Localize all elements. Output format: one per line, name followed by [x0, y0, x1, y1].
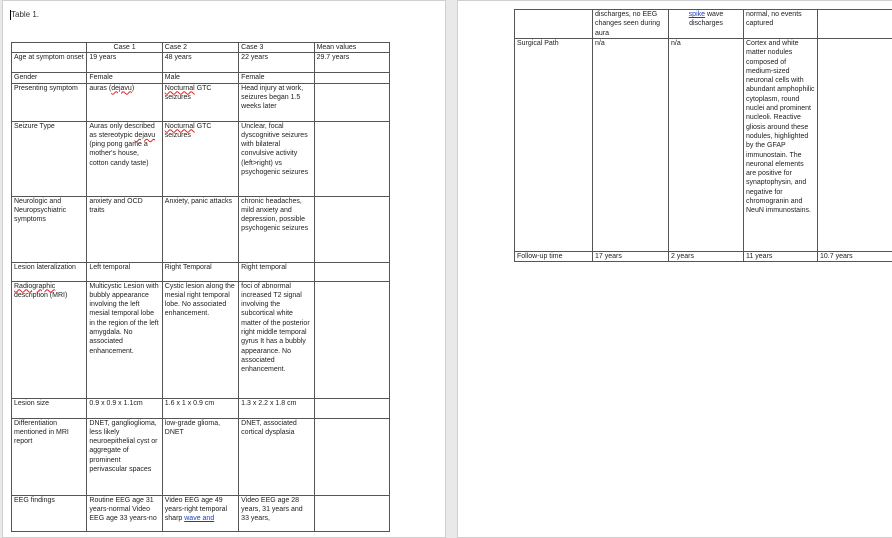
- case-2-cell: Anxiety, panic attacks: [162, 196, 238, 262]
- mean-cell: [314, 73, 389, 83]
- table-row: [12, 83, 390, 121]
- case-1-cell: DNET, ganglioglioma, less likely neuroepithelial cyst or aggregate of prominent perivascular spaces: [87, 418, 162, 495]
- case-1-cell: 19 years: [87, 53, 162, 73]
- case-2-cell: [162, 83, 238, 121]
- case-3-cell: Right temporal: [239, 262, 314, 281]
- case-1-cell: [87, 121, 162, 196]
- row-label: Follow-up time: [515, 252, 593, 262]
- case-2-cell: [669, 10, 744, 39]
- row-label: [12, 281, 87, 398]
- case-1-cell: [87, 83, 162, 121]
- case-2-cell: Male: [162, 73, 238, 83]
- case-3-cell: Cortex and white matter nodules composed of medium-sized neuronal cells with abundant amphophilic cytoplasm, round nuclei and prominent nucleoli. Reactive gliosis around these nodules, highlighted by the GFAP immunostain. The neuronal elements are positive for synaptophysin, and negative for chromogranin and NeuN immunostains.: [744, 39, 818, 252]
- case-table: [11, 42, 390, 532]
- mean-cell: 10.7 years: [818, 252, 892, 262]
- row-label: Presenting symptom: [12, 83, 87, 121]
- table-caption: Table 1.: [11, 10, 40, 19]
- row-label: Lesion lateralization: [12, 262, 87, 281]
- mean-cell: 29.7 years: [314, 53, 389, 73]
- case-3-cell: Head injury at work, seizures began 1.5 weeks later: [239, 83, 314, 121]
- case-2-cell: low-grade glioma, DNET: [162, 418, 238, 495]
- case-3-cell: normal, no events captured: [744, 10, 818, 39]
- case-3-cell: 11 years: [744, 252, 818, 262]
- case-2-cell: [162, 495, 238, 531]
- case-3-cell: foci of abnormal increased T2 signal involving the subcortical white matter of the posterior right middle temporal gyrus It has a bubbly appearance. No associated enhancement.: [239, 281, 314, 398]
- table-row: [12, 495, 390, 531]
- mean-cell: [314, 495, 389, 531]
- cell-text: GTC seizures: [164, 122, 212, 139]
- table-row: [515, 10, 892, 39]
- case-3-cell: Video EEG age 28 years, 31 years and 33 years,: [239, 495, 314, 531]
- case-table-continued: [514, 9, 892, 262]
- case-2-cell: n/a: [669, 39, 744, 252]
- table-row: [12, 53, 390, 73]
- mean-cell: [314, 398, 389, 418]
- misspelled-word[interactable]: dejavu: [111, 84, 132, 92]
- table-row: [515, 39, 892, 252]
- case-3-cell: chronic headaches, mild anxiety and depression, possible psychogenic seizures: [239, 196, 314, 262]
- misspelled-word[interactable]: Radiographic: [14, 282, 56, 290]
- case-3-cell: DNET, associated cortical dysplasia: [239, 418, 314, 495]
- cell-text: ): [131, 84, 135, 92]
- row-label: Neurologic and Neuropsychiatric symptoms: [12, 196, 87, 262]
- header-case-2: Case 2: [162, 43, 238, 53]
- row-label: Lesion size: [12, 398, 87, 418]
- row-label: Differentiation mentioned in MRI report: [12, 418, 87, 495]
- cell-text: description (MRI): [14, 291, 68, 299]
- misspelled-word[interactable]: Nocturnal: [164, 84, 195, 92]
- case-1-cell: anxiety and OCD traits: [87, 196, 162, 262]
- document-page-right: [457, 0, 892, 538]
- mean-cell: [314, 196, 389, 262]
- row-label: Age at symptom onset: [12, 53, 87, 73]
- table-row: [12, 418, 390, 495]
- case-2-cell: Right Temporal: [162, 262, 238, 281]
- row-label: Gender: [12, 73, 87, 83]
- table-row: [12, 281, 390, 398]
- row-label: EEG findings: [12, 495, 87, 531]
- case-1-cell: Left temporal: [87, 262, 162, 281]
- cell-text: GTC seizures: [164, 84, 212, 101]
- table-row: [12, 398, 390, 418]
- header-case-3: Case 3: [239, 43, 314, 53]
- case-2-cell: Cystic lesion along the mesial right temporal lobe. No associated enhancement.: [162, 281, 238, 398]
- table-header-row: [12, 43, 390, 53]
- row-label: Surgical Path: [515, 39, 593, 252]
- mean-cell: [314, 281, 389, 398]
- document-page-left: [2, 0, 446, 538]
- case-2-cell: 2 years: [669, 252, 744, 262]
- case-1-cell: Multicystic Lesion with bubbly appearance involving the left mesial temporal lobe in the region of the left amygdala. No associated enhancement.: [87, 281, 162, 398]
- case-1-cell: Female: [87, 73, 162, 83]
- hyperlink-text[interactable]: wave and: [184, 515, 215, 523]
- misspelled-word[interactable]: dejavu: [134, 131, 156, 139]
- header-cell-blank: [12, 43, 87, 53]
- mean-cell: [818, 10, 892, 39]
- cell-text: auras (: [89, 84, 112, 92]
- table-row: [12, 121, 390, 196]
- row-label: [515, 10, 593, 39]
- case-3-cell: 1.3 x 2.2 x 1.8 cm: [239, 398, 314, 418]
- row-label: Seizure Type: [12, 121, 87, 196]
- case-1-cell: 0.9 x 0.9 x 1.1cm: [87, 398, 162, 418]
- header-case-1: Case 1: [87, 43, 162, 53]
- case-1-cell: Routine EEG age 31 years-normal Video EEG age 33 years-no: [87, 495, 162, 531]
- cell-text: Auras only described as stereotypic: [89, 122, 155, 139]
- cell-text: (ping pong game a mother's house, cotton candy taste): [89, 141, 149, 167]
- mean-cell: [314, 83, 389, 121]
- mean-cell: [314, 262, 389, 281]
- table-row: [12, 196, 390, 262]
- mean-cell: [314, 121, 389, 196]
- mean-cell: [818, 39, 892, 252]
- case-3-cell: Unclear, focal dyscognitive seizures with bilateral convulsive activity (left>right) vs psychogenic seizures: [239, 121, 314, 196]
- cell-text: wave discharges: [689, 11, 724, 28]
- table-row: [12, 73, 390, 83]
- case-1-cell: n/a: [593, 39, 669, 252]
- case-3-cell: Female: [239, 73, 314, 83]
- table-row: [515, 252, 892, 262]
- case-1-cell: 17 years: [593, 252, 669, 262]
- hyperlink-text[interactable]: spike: [688, 11, 706, 18]
- cell-text: Video EEG age 49 years-right temporal sharp: [164, 496, 228, 523]
- case-2-cell: 48 years: [162, 53, 238, 73]
- table-row: [12, 262, 390, 281]
- case-2-cell: [162, 121, 238, 196]
- case-3-cell: 22 years: [239, 53, 314, 73]
- header-mean-values: Mean values: [314, 43, 389, 53]
- misspelled-word[interactable]: Nocturnal: [164, 122, 195, 130]
- case-2-cell: 1.6 x 1 x 0.9 cm: [162, 398, 238, 418]
- mean-cell: [314, 418, 389, 495]
- case-1-cell: discharges, no EEG changes seen during aura: [593, 10, 669, 39]
